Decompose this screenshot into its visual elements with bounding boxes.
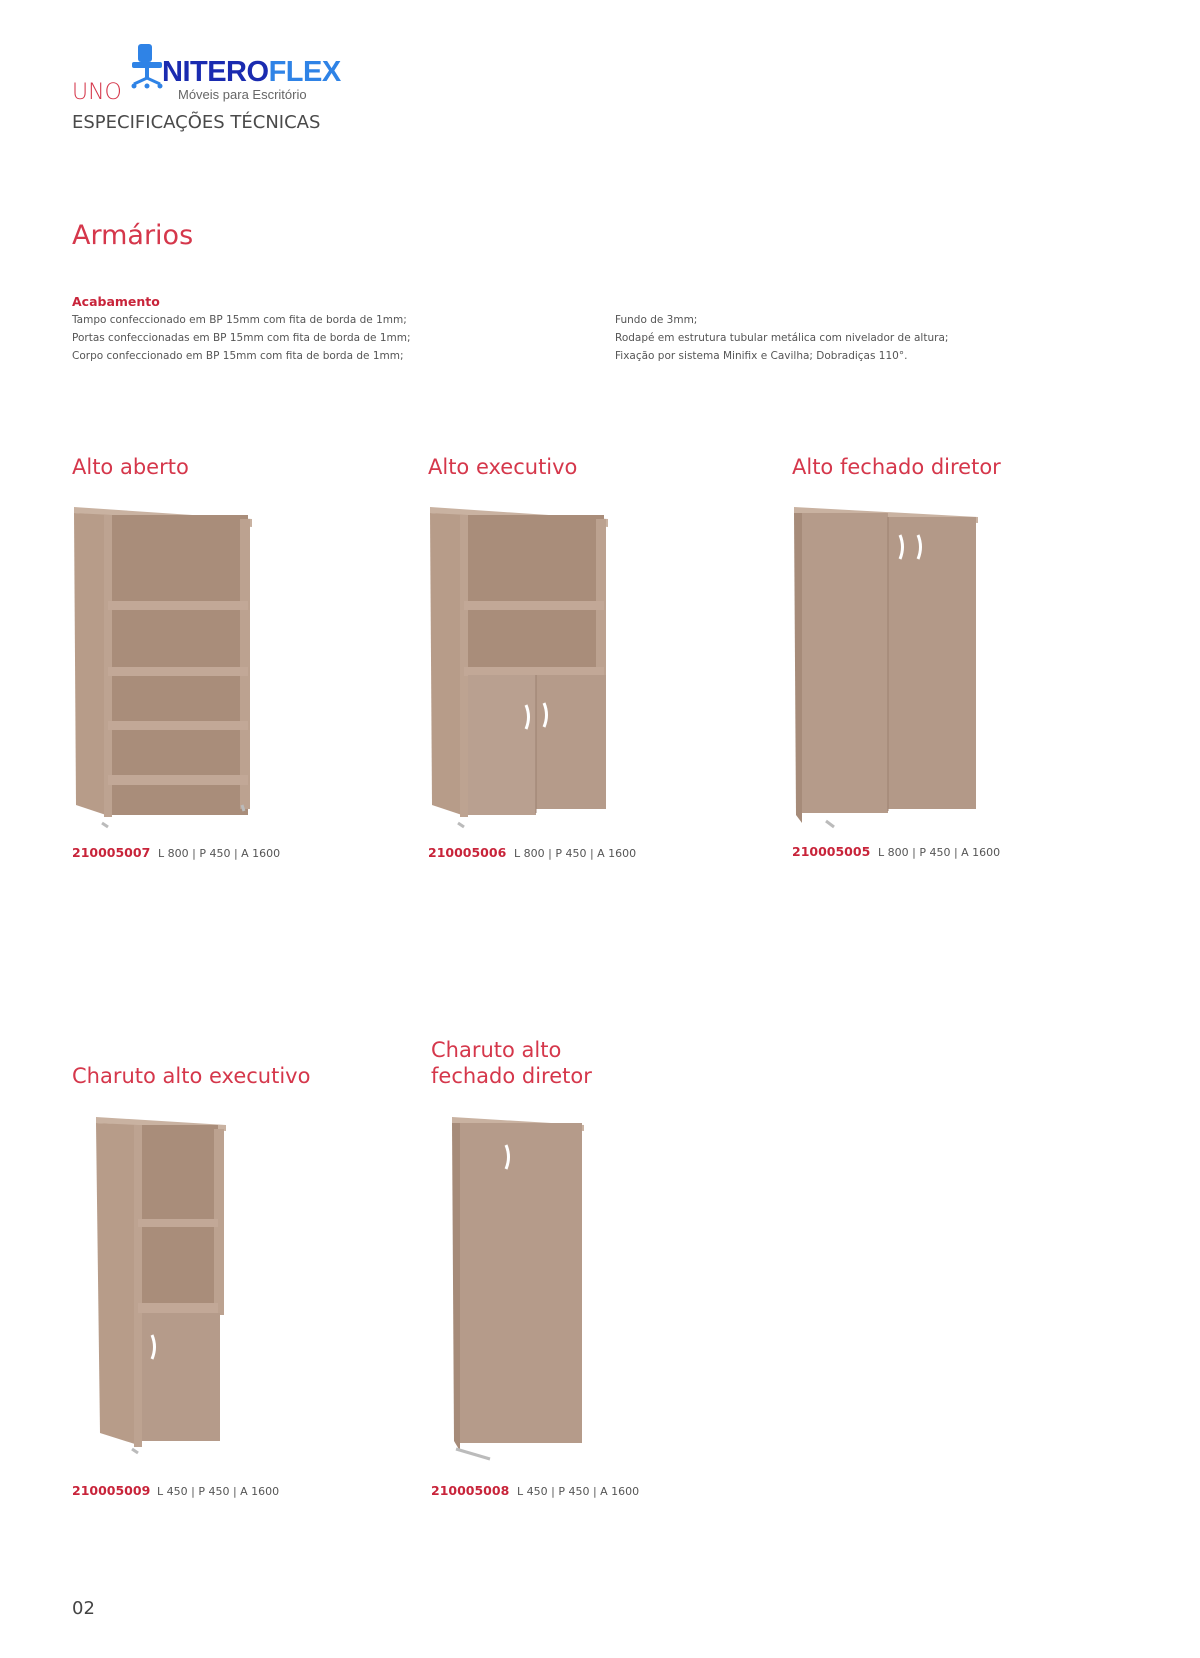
product-title-line: Charuto alto	[431, 1038, 562, 1062]
half-door-cabinet-icon	[428, 505, 618, 835]
product-title	[72, 1063, 310, 1089]
product-code: 210005007	[72, 845, 151, 860]
product-dimensions: L 450 | P 450 | A 1600	[517, 1485, 640, 1498]
office-chair-icon	[130, 44, 166, 90]
closed-cabinet-icon	[792, 505, 982, 835]
finish-specs-right	[615, 311, 948, 365]
finish-label: Acabamento	[72, 294, 160, 309]
product-title-line: Alto fechado diretor	[792, 455, 1001, 479]
finish-specs-left	[72, 311, 411, 365]
narrow-half-door-cabinet-icon	[94, 1115, 234, 1455]
product-title	[431, 1037, 592, 1089]
section-title: Armários	[72, 220, 194, 251]
brand-tagline: Móveis para Escritório	[178, 87, 307, 102]
product-code: 210005006	[428, 845, 507, 860]
document-subtitle: ESPECIFICAÇÕES TÉCNICAS	[72, 112, 321, 133]
product-code: 210005009	[72, 1483, 151, 1498]
product-code: 210005005	[792, 844, 871, 859]
open-bookcase-icon	[72, 505, 262, 835]
finish-spec-line: Tampo confeccionado em BP 15mm com fita de borda de 1mm;	[72, 314, 407, 326]
product-dimensions: L 800 | P 450 | A 1600	[158, 847, 281, 860]
product-line-name: UNO	[72, 80, 122, 105]
product-title-line: Alto executivo	[428, 455, 578, 479]
product-dimensions: L 450 | P 450 | A 1600	[157, 1485, 280, 1498]
brand-logo	[130, 44, 341, 104]
product-dimensions: L 800 | P 450 | A 1600	[514, 847, 637, 860]
finish-spec-line: Rodapé em estrutura tubular metálica com nivelador de altura;	[615, 332, 949, 344]
brand-name: NITEROFLEX	[162, 56, 341, 88]
product-title-line: Charuto alto executivo	[72, 1064, 311, 1088]
product-title	[792, 454, 1001, 480]
finish-spec-line: Fixação por sistema Minifix e Cavilha; Dobradiças 110°.	[615, 350, 908, 362]
product-title	[72, 454, 189, 480]
page-number: 02	[72, 1598, 95, 1619]
finish-spec-line: Portas confeccionadas em BP 15mm com fita de borda de 1mm;	[72, 332, 411, 344]
product-code: 210005008	[431, 1483, 510, 1498]
narrow-closed-cabinet-icon	[450, 1115, 590, 1465]
product-title-line: fechado diretor	[431, 1064, 592, 1088]
finish-spec-line: Fundo de 3mm;	[615, 314, 698, 326]
product-title-line: Alto aberto	[72, 455, 189, 479]
product-title	[428, 454, 577, 480]
finish-spec-line: Corpo confeccionado em BP 15mm com fita de borda de 1mm;	[72, 350, 404, 362]
product-dimensions: L 800 | P 450 | A 1600	[878, 846, 1001, 859]
